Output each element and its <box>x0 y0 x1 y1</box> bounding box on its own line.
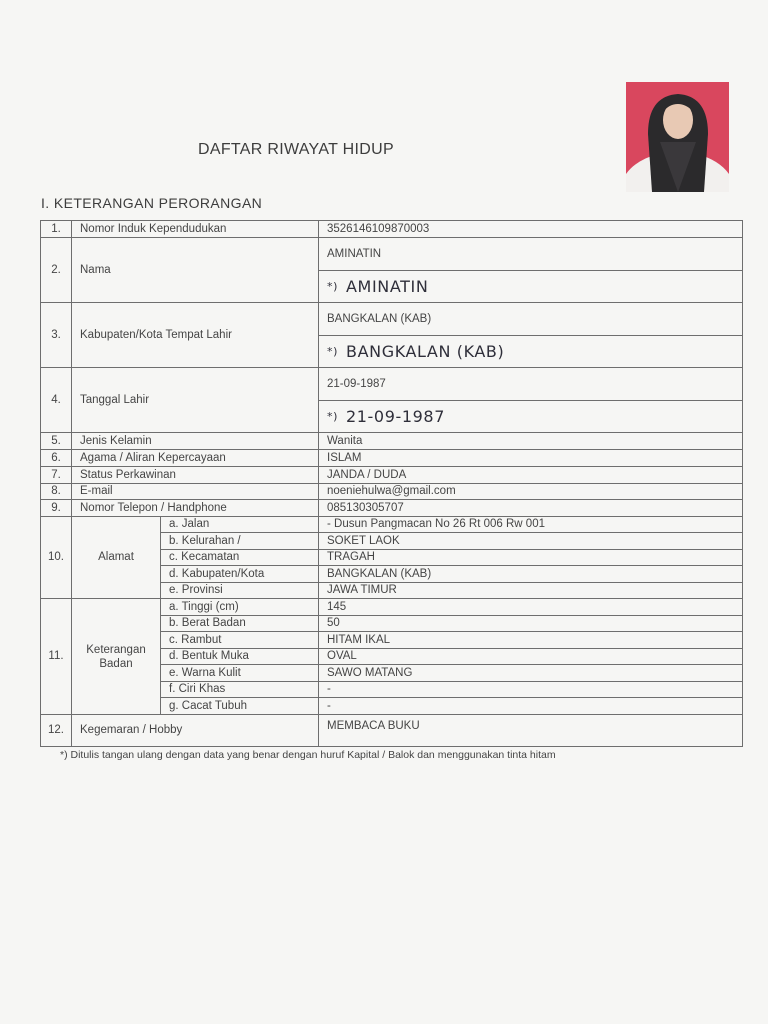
field-value: ISLAM <box>319 450 743 467</box>
field-label: Tanggal Lahir <box>72 368 319 433</box>
field-label: Nomor Telepon / Handphone <box>72 500 319 517</box>
field-label: Agama / Aliran Kepercayaan <box>72 450 319 467</box>
field-label: E-mail <box>72 484 319 500</box>
personal-info-table <box>40 220 743 747</box>
row-number: 1. <box>41 221 72 238</box>
field-value: 085130305707 <box>319 500 743 517</box>
footnote: *) Ditulis tangan ulang dengan data yang benar dengan huruf Kapital / Balok dan menggunakan tinta hitam <box>60 749 556 761</box>
field-value: - <box>319 682 743 698</box>
sub-field-label: a. Tinggi (cm) <box>161 599 319 616</box>
field-label: Nomor Induk Kependudukan <box>72 221 319 238</box>
table-row <box>41 303 743 336</box>
sub-field-label: d. Kabupaten/Kota <box>161 566 319 583</box>
field-label: Jenis Kelamin <box>72 433 319 450</box>
table-row <box>41 500 743 517</box>
sub-field-label: b. Berat Badan <box>161 616 319 632</box>
person-silhouette-icon <box>626 82 729 192</box>
field-value: 50 <box>319 616 743 632</box>
sub-field-label: g. Cacat Tubuh <box>161 698 319 715</box>
field-value: JANDA / DUDA <box>319 467 743 484</box>
field-label-line: Keterangan <box>86 643 146 656</box>
row-number: 3. <box>41 303 72 368</box>
sub-field-label: f. Ciri Khas <box>161 682 319 698</box>
row-number: 5. <box>41 433 72 450</box>
table-row <box>41 517 743 533</box>
field-value: TRAGAH <box>319 550 743 566</box>
field-value: 145 <box>319 599 743 616</box>
field-value: 21-09-1987 <box>319 368 743 401</box>
sub-field-label: c. Rambut <box>161 632 319 649</box>
table-row <box>41 467 743 484</box>
table-row <box>41 368 743 401</box>
field-value: JAWA TIMUR <box>319 583 743 599</box>
handwritten-entry: *) AMINATIN <box>319 271 743 303</box>
field-value: Wanita <box>319 433 743 450</box>
field-value: AMINATIN <box>319 238 743 271</box>
row-number: 10. <box>41 517 72 599</box>
row-number: 6. <box>41 450 72 467</box>
field-value: BANGKALAN (KAB) <box>319 566 743 583</box>
field-value: noeniehulwa@gmail.com <box>319 484 743 500</box>
sub-field-label: e. Provinsi <box>161 583 319 599</box>
document-title: DAFTAR RIWAYAT HIDUP <box>198 141 394 158</box>
field-value: OVAL <box>319 649 743 665</box>
table-row <box>41 450 743 467</box>
field-label: Status Perkawinan <box>72 467 319 484</box>
table-row <box>41 433 743 450</box>
sub-field-label: c. Kecamatan <box>161 550 319 566</box>
row-number: 11. <box>41 599 72 715</box>
table-row <box>41 599 743 616</box>
field-value: BANGKALAN (KAB) <box>319 303 743 336</box>
field-value: - <box>319 698 743 715</box>
row-number: 12. <box>41 715 72 747</box>
field-value: SOKET LAOK <box>319 533 743 550</box>
handwritten-entry: *) 21-09-1987 <box>319 401 743 433</box>
field-value: HITAM IKAL <box>319 632 743 649</box>
row-number: 8. <box>41 484 72 500</box>
row-number: 7. <box>41 467 72 484</box>
table-row <box>41 484 743 500</box>
section-heading: I. KETERANGAN PERORANGAN <box>41 195 263 211</box>
field-value: 3526146109870003 <box>319 221 743 238</box>
table-row <box>41 238 743 271</box>
field-label <box>72 599 161 715</box>
sub-field-label: e. Warna Kulit <box>161 665 319 682</box>
table-row <box>41 715 743 747</box>
sub-field-label: a. Jalan <box>161 517 319 533</box>
field-value: SAWO MATANG <box>319 665 743 682</box>
field-value: - Dusun Pangmacan No 26 Rt 006 Rw 001 <box>319 517 743 533</box>
handwritten-entry: *) BANGKALAN (KAB) <box>319 336 743 368</box>
sub-field-label: d. Bentuk Muka <box>161 649 319 665</box>
portrait-photo <box>626 82 729 192</box>
sub-field-label: b. Kelurahan / <box>161 533 319 550</box>
field-label: Kabupaten/Kota Tempat Lahir <box>72 303 319 368</box>
field-label: Alamat <box>72 517 161 599</box>
field-label-line: Badan <box>99 657 133 670</box>
row-number: 9. <box>41 500 72 517</box>
row-number: 2. <box>41 238 72 303</box>
field-value: MEMBACA BUKU <box>319 715 743 747</box>
field-label: Kegemaran / Hobby <box>72 715 319 747</box>
field-label: Nama <box>72 238 319 303</box>
row-number: 4. <box>41 368 72 433</box>
table-row <box>41 221 743 238</box>
